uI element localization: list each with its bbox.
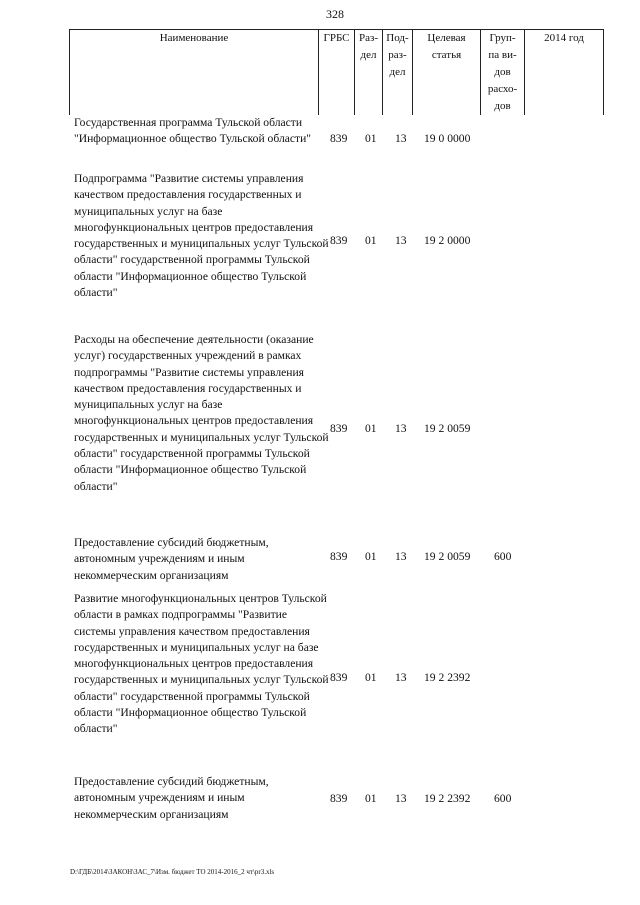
row-name: Государственная программа Тульской области "Информационное общество Тульской области" <box>74 116 312 146</box>
header-razdel-line1: Раз- <box>358 32 378 44</box>
header-gruppa-line1: Груп- <box>489 32 516 44</box>
header-podrazdel-cell <box>382 29 412 115</box>
row-name: Развитие многофункциональных центров Тульской области в рамках подпрограммы "Развитие системы управления качеством предоставления государственных и муниципальных услуг на базе многофункциональных центров предоставления государственных и муниципальных услуг Тульской области" государственной программы Тульской области "Информационное общество Тульской области" <box>74 592 329 736</box>
header-gruppa-cell <box>480 29 524 115</box>
row-podrazdel: 13 <box>395 132 407 145</box>
header-podrazdel-line1: Под- <box>386 32 409 44</box>
header-gruppa-line4: расхо- <box>487 83 518 95</box>
row-gruppa: 600 <box>494 550 512 563</box>
header-celevaya-line2: статья <box>431 49 462 61</box>
row-name: Подпрограмма "Развитие системы управления качеством предоставления государственных и муниципальных услуг на базе многофункциональных центров предоставления государственных и муниципальных услуг Тульской области" государственной программы Тульской области "Информационное общество Тульской области" <box>74 172 329 300</box>
row-name: Предоставление субсидий бюджетным, автономным учреждениям и иным некоммерческим организациям <box>74 775 269 821</box>
header-celevaya-line1: Целевая <box>427 32 466 44</box>
row-grbs: 839 <box>330 422 348 435</box>
row-celevaya: 19 2 0000 <box>424 234 471 247</box>
header-gruppa-line3: дов <box>494 66 511 78</box>
row-podrazdel: 13 <box>395 792 407 805</box>
header-year-cell <box>524 29 604 115</box>
row-podrazdel: 13 <box>395 550 407 563</box>
header-celevaya-cell <box>412 29 480 115</box>
row-razdel: 01 <box>365 671 377 684</box>
header-year: 2014 год <box>544 32 584 44</box>
header-grbs: ГРБС <box>323 32 350 44</box>
row-grbs: 839 <box>330 671 348 684</box>
row-razdel: 01 <box>365 792 377 805</box>
header-gruppa-line5: дов <box>494 100 511 112</box>
row-grbs: 839 <box>330 132 348 145</box>
row-celevaya: 19 2 2392 <box>424 792 471 805</box>
header-razdel-line2: дел <box>360 49 377 61</box>
row-razdel: 01 <box>365 132 377 145</box>
row-gruppa: 600 <box>494 792 512 805</box>
row-podrazdel: 13 <box>395 422 407 435</box>
header-name: Наименование <box>159 32 229 44</box>
row-name: Расходы на обеспечение деятельности (оказание услуг) государственных учреждений в рамках подпрограммы "Развитие системы управления качеством предоставления государственных и муниципальных услуг на базе многофункциональных центров предоставления государственных и муниципальных услуг Тульской области" государственной программы Тульской области "Информационное общество Тульской области" <box>74 333 329 493</box>
row-podrazdel: 13 <box>395 671 407 684</box>
row-razdel: 01 <box>365 550 377 563</box>
row-razdel: 01 <box>365 234 377 247</box>
row-razdel: 01 <box>365 422 377 435</box>
row-grbs: 839 <box>330 792 348 805</box>
header-podrazdel-line3: дел <box>389 66 406 78</box>
row-name: Предоставление субсидий бюджетным, автономным учреждениям и иным некоммерческим организациям <box>74 536 269 582</box>
row-celevaya: 19 2 0059 <box>424 550 471 563</box>
header-name-cell <box>69 29 318 115</box>
header-grbs-cell <box>318 29 354 115</box>
row-grbs: 839 <box>330 234 348 247</box>
row-grbs: 839 <box>330 550 348 563</box>
row-celevaya: 19 0 0000 <box>424 132 471 145</box>
row-celevaya: 19 2 2392 <box>424 671 471 684</box>
row-celevaya: 19 2 0059 <box>424 422 471 435</box>
header-podrazdel-line2: раз- <box>388 49 407 61</box>
page-number: 328 <box>326 7 344 21</box>
header-gruppa-line2: па ви- <box>488 49 517 61</box>
header-razdel-cell <box>354 29 382 115</box>
row-podrazdel: 13 <box>395 234 407 247</box>
file-path-footer: D:\ГДБ\2014\ЗАКОН\ЗАС_7\Изм. бюджет ТО 2014-2016_2 чт\pr3.xls <box>70 868 275 876</box>
